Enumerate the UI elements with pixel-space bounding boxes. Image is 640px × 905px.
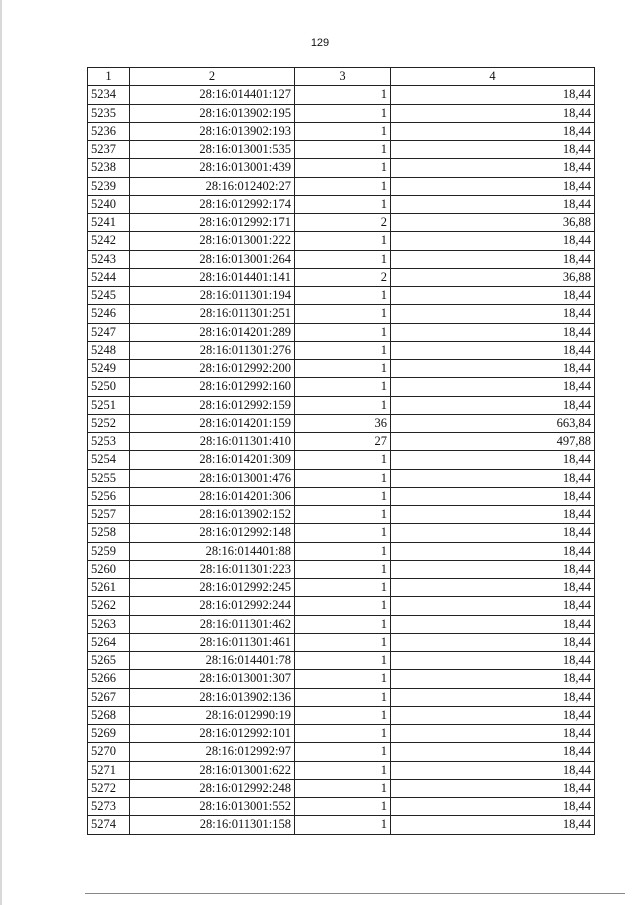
row-number-cell: 5244 bbox=[88, 268, 130, 286]
row-number-cell: 5265 bbox=[88, 652, 130, 670]
row-number-cell: 5238 bbox=[88, 159, 130, 177]
quantity-cell: 1 bbox=[295, 232, 391, 250]
amount-cell: 18,44 bbox=[391, 341, 595, 359]
cadastral-number-cell: 28:16:011301:158 bbox=[130, 816, 295, 834]
row-number-cell: 5259 bbox=[88, 542, 130, 560]
table-row bbox=[88, 725, 595, 743]
cadastral-number-cell: 28:16:012992:248 bbox=[130, 779, 295, 797]
table-row bbox=[88, 798, 595, 816]
cadastral-number-cell: 28:16:012992:97 bbox=[130, 743, 295, 761]
cadastral-number-cell: 28:16:012992:171 bbox=[130, 214, 295, 232]
amount-cell: 663,84 bbox=[391, 414, 595, 432]
quantity-cell: 36 bbox=[295, 414, 391, 432]
quantity-cell: 1 bbox=[295, 451, 391, 469]
row-number-cell: 5243 bbox=[88, 250, 130, 268]
amount-cell: 18,44 bbox=[391, 250, 595, 268]
table-body bbox=[88, 86, 595, 834]
header-row bbox=[88, 68, 595, 86]
cadastral-number-cell: 28:16:013001:622 bbox=[130, 761, 295, 779]
cadastral-number-cell: 28:16:014401:127 bbox=[130, 86, 295, 104]
row-number-cell: 5250 bbox=[88, 378, 130, 396]
table-row bbox=[88, 396, 595, 414]
table-row bbox=[88, 506, 595, 524]
row-number-cell: 5248 bbox=[88, 341, 130, 359]
amount-cell: 18,44 bbox=[391, 159, 595, 177]
table-row bbox=[88, 487, 595, 505]
quantity-cell: 1 bbox=[295, 688, 391, 706]
table-row bbox=[88, 433, 595, 451]
cadastral-number-cell: 28:16:013902:136 bbox=[130, 688, 295, 706]
quantity-cell: 1 bbox=[295, 341, 391, 359]
cadastral-number-cell: 28:16:011301:223 bbox=[130, 560, 295, 578]
table-row bbox=[88, 195, 595, 213]
table-row bbox=[88, 341, 595, 359]
table-row bbox=[88, 451, 595, 469]
amount-cell: 18,44 bbox=[391, 86, 595, 104]
cadastral-number-cell: 28:16:012992:160 bbox=[130, 378, 295, 396]
row-number-cell: 5271 bbox=[88, 761, 130, 779]
table-row bbox=[88, 524, 595, 542]
column-header-3: 3 bbox=[295, 68, 391, 86]
amount-cell: 18,44 bbox=[391, 195, 595, 213]
row-number-cell: 5240 bbox=[88, 195, 130, 213]
table-row bbox=[88, 743, 595, 761]
row-number-cell: 5266 bbox=[88, 670, 130, 688]
quantity-cell: 1 bbox=[295, 706, 391, 724]
cadastral-number-cell: 28:16:013001:307 bbox=[130, 670, 295, 688]
table-row bbox=[88, 323, 595, 341]
amount-cell: 18,44 bbox=[391, 761, 595, 779]
quantity-cell: 2 bbox=[295, 268, 391, 286]
table-row bbox=[88, 579, 595, 597]
quantity-cell: 1 bbox=[295, 360, 391, 378]
quantity-cell: 1 bbox=[295, 652, 391, 670]
row-number-cell: 5261 bbox=[88, 579, 130, 597]
amount-cell: 18,44 bbox=[391, 305, 595, 323]
row-number-cell: 5242 bbox=[88, 232, 130, 250]
cadastral-number-cell: 28:16:014201:289 bbox=[130, 323, 295, 341]
row-number-cell: 5236 bbox=[88, 122, 130, 140]
cadastral-number-cell: 28:16:012992:245 bbox=[130, 579, 295, 597]
row-number-cell: 5262 bbox=[88, 597, 130, 615]
quantity-cell: 1 bbox=[295, 487, 391, 505]
quantity-cell: 1 bbox=[295, 305, 391, 323]
quantity-cell: 1 bbox=[295, 396, 391, 414]
amount-cell: 18,44 bbox=[391, 798, 595, 816]
cadastral-number-cell: 28:16:013001:222 bbox=[130, 232, 295, 250]
row-number-cell: 5251 bbox=[88, 396, 130, 414]
cadastral-number-cell: 28:16:011301:461 bbox=[130, 633, 295, 651]
amount-cell: 18,44 bbox=[391, 141, 595, 159]
amount-cell: 18,44 bbox=[391, 560, 595, 578]
row-number-cell: 5245 bbox=[88, 287, 130, 305]
cadastral-number-cell: 28:16:012992:244 bbox=[130, 597, 295, 615]
table-row bbox=[88, 250, 595, 268]
row-number-cell: 5255 bbox=[88, 469, 130, 487]
table-row bbox=[88, 779, 595, 797]
amount-cell: 36,88 bbox=[391, 214, 595, 232]
table-row bbox=[88, 122, 595, 140]
table-row bbox=[88, 104, 595, 122]
row-number-cell: 5239 bbox=[88, 177, 130, 195]
amount-cell: 18,44 bbox=[391, 396, 595, 414]
cadastral-number-cell: 28:16:014201:306 bbox=[130, 487, 295, 505]
amount-cell: 18,44 bbox=[391, 706, 595, 724]
table-row bbox=[88, 816, 595, 834]
row-number-cell: 5256 bbox=[88, 487, 130, 505]
cadastral-number-cell: 28:16:013001:439 bbox=[130, 159, 295, 177]
row-number-cell: 5246 bbox=[88, 305, 130, 323]
cadastral-number-cell: 28:16:013001:535 bbox=[130, 141, 295, 159]
cadastral-number-cell: 28:16:014201:309 bbox=[130, 451, 295, 469]
quantity-cell: 1 bbox=[295, 287, 391, 305]
row-number-cell: 5274 bbox=[88, 816, 130, 834]
amount-cell: 18,44 bbox=[391, 104, 595, 122]
row-number-cell: 5249 bbox=[88, 360, 130, 378]
cadastral-number-cell: 28:16:012402:27 bbox=[130, 177, 295, 195]
row-number-cell: 5272 bbox=[88, 779, 130, 797]
quantity-cell: 1 bbox=[295, 761, 391, 779]
amount-cell: 18,44 bbox=[391, 360, 595, 378]
table-row bbox=[88, 597, 595, 615]
table-row bbox=[88, 761, 595, 779]
quantity-cell: 1 bbox=[295, 195, 391, 213]
cadastral-number-cell: 28:16:014401:88 bbox=[130, 542, 295, 560]
amount-cell: 18,44 bbox=[391, 287, 595, 305]
table-row bbox=[88, 159, 595, 177]
cadastral-number-cell: 28:16:012992:159 bbox=[130, 396, 295, 414]
quantity-cell: 1 bbox=[295, 177, 391, 195]
quantity-cell: 27 bbox=[295, 433, 391, 451]
quantity-cell: 1 bbox=[295, 506, 391, 524]
cadastral-number-cell: 28:16:013001:264 bbox=[130, 250, 295, 268]
row-number-cell: 5270 bbox=[88, 743, 130, 761]
row-number-cell: 5263 bbox=[88, 615, 130, 633]
amount-cell: 18,44 bbox=[391, 615, 595, 633]
bottom-rule bbox=[85, 893, 625, 894]
cadastral-number-cell: 28:16:014401:78 bbox=[130, 652, 295, 670]
table-row bbox=[88, 305, 595, 323]
cadastral-number-cell: 28:16:013902:193 bbox=[130, 122, 295, 140]
amount-cell: 18,44 bbox=[391, 451, 595, 469]
row-number-cell: 5254 bbox=[88, 451, 130, 469]
amount-cell: 18,44 bbox=[391, 816, 595, 834]
table-row bbox=[88, 141, 595, 159]
table-row bbox=[88, 214, 595, 232]
amount-cell: 18,44 bbox=[391, 487, 595, 505]
amount-cell: 18,44 bbox=[391, 378, 595, 396]
amount-cell: 18,44 bbox=[391, 688, 595, 706]
scan-left-edge bbox=[0, 0, 2, 905]
column-header-4: 4 bbox=[391, 68, 595, 86]
quantity-cell: 1 bbox=[295, 469, 391, 487]
table-row bbox=[88, 542, 595, 560]
row-number-cell: 5260 bbox=[88, 560, 130, 578]
register-table bbox=[87, 67, 595, 835]
amount-cell: 18,44 bbox=[391, 524, 595, 542]
quantity-cell: 1 bbox=[295, 779, 391, 797]
table-row bbox=[88, 414, 595, 432]
row-number-cell: 5269 bbox=[88, 725, 130, 743]
row-number-cell: 5268 bbox=[88, 706, 130, 724]
row-number-cell: 5273 bbox=[88, 798, 130, 816]
column-header-2: 2 bbox=[130, 68, 295, 86]
table-row bbox=[88, 615, 595, 633]
table-row bbox=[88, 232, 595, 250]
amount-cell: 18,44 bbox=[391, 779, 595, 797]
quantity-cell: 1 bbox=[295, 524, 391, 542]
quantity-cell: 2 bbox=[295, 214, 391, 232]
table-row bbox=[88, 469, 595, 487]
amount-cell: 497,88 bbox=[391, 433, 595, 451]
row-number-cell: 5235 bbox=[88, 104, 130, 122]
quantity-cell: 1 bbox=[295, 579, 391, 597]
cadastral-number-cell: 28:16:012992:148 bbox=[130, 524, 295, 542]
cadastral-number-cell: 28:16:013001:552 bbox=[130, 798, 295, 816]
cadastral-number-cell: 28:16:012992:200 bbox=[130, 360, 295, 378]
amount-cell: 18,44 bbox=[391, 597, 595, 615]
quantity-cell: 1 bbox=[295, 250, 391, 268]
cadastral-number-cell: 28:16:012992:101 bbox=[130, 725, 295, 743]
row-number-cell: 5264 bbox=[88, 633, 130, 651]
cadastral-number-cell: 28:16:013902:195 bbox=[130, 104, 295, 122]
quantity-cell: 1 bbox=[295, 141, 391, 159]
table-row bbox=[88, 378, 595, 396]
row-number-cell: 5247 bbox=[88, 323, 130, 341]
quantity-cell: 1 bbox=[295, 86, 391, 104]
amount-cell: 18,44 bbox=[391, 670, 595, 688]
table-row bbox=[88, 560, 595, 578]
amount-cell: 18,44 bbox=[391, 122, 595, 140]
table-row bbox=[88, 706, 595, 724]
amount-cell: 18,44 bbox=[391, 506, 595, 524]
table-row bbox=[88, 177, 595, 195]
amount-cell: 18,44 bbox=[391, 177, 595, 195]
table-row bbox=[88, 268, 595, 286]
quantity-cell: 1 bbox=[295, 122, 391, 140]
quantity-cell: 1 bbox=[295, 159, 391, 177]
table-row bbox=[88, 652, 595, 670]
quantity-cell: 1 bbox=[295, 743, 391, 761]
table-header bbox=[88, 68, 595, 86]
cadastral-number-cell: 28:16:014201:159 bbox=[130, 414, 295, 432]
cadastral-number-cell: 28:16:013902:152 bbox=[130, 506, 295, 524]
quantity-cell: 1 bbox=[295, 670, 391, 688]
amount-cell: 18,44 bbox=[391, 652, 595, 670]
quantity-cell: 1 bbox=[295, 725, 391, 743]
amount-cell: 18,44 bbox=[391, 725, 595, 743]
cadastral-number-cell: 28:16:013001:476 bbox=[130, 469, 295, 487]
row-number-cell: 5252 bbox=[88, 414, 130, 432]
row-number-cell: 5234 bbox=[88, 86, 130, 104]
row-number-cell: 5237 bbox=[88, 141, 130, 159]
quantity-cell: 1 bbox=[295, 798, 391, 816]
quantity-cell: 1 bbox=[295, 633, 391, 651]
amount-cell: 18,44 bbox=[391, 323, 595, 341]
row-number-cell: 5258 bbox=[88, 524, 130, 542]
row-number-cell: 5267 bbox=[88, 688, 130, 706]
quantity-cell: 1 bbox=[295, 542, 391, 560]
row-number-cell: 5241 bbox=[88, 214, 130, 232]
table-row bbox=[88, 287, 595, 305]
amount-cell: 18,44 bbox=[391, 579, 595, 597]
table-row bbox=[88, 670, 595, 688]
cadastral-number-cell: 28:16:012992:174 bbox=[130, 195, 295, 213]
cadastral-number-cell: 28:16:011301:194 bbox=[130, 287, 295, 305]
row-number-cell: 5257 bbox=[88, 506, 130, 524]
row-number-cell: 5253 bbox=[88, 433, 130, 451]
quantity-cell: 1 bbox=[295, 560, 391, 578]
table-row bbox=[88, 633, 595, 651]
amount-cell: 18,44 bbox=[391, 743, 595, 761]
amount-cell: 18,44 bbox=[391, 232, 595, 250]
amount-cell: 18,44 bbox=[391, 469, 595, 487]
cadastral-number-cell: 28:16:011301:462 bbox=[130, 615, 295, 633]
quantity-cell: 1 bbox=[295, 597, 391, 615]
cadastral-number-cell: 28:16:014401:141 bbox=[130, 268, 295, 286]
quantity-cell: 1 bbox=[295, 615, 391, 633]
table-row bbox=[88, 688, 595, 706]
cadastral-number-cell: 28:16:011301:251 bbox=[130, 305, 295, 323]
table-row bbox=[88, 86, 595, 104]
amount-cell: 36,88 bbox=[391, 268, 595, 286]
amount-cell: 18,44 bbox=[391, 542, 595, 560]
quantity-cell: 1 bbox=[295, 104, 391, 122]
quantity-cell: 1 bbox=[295, 323, 391, 341]
cadastral-number-cell: 28:16:012990:19 bbox=[130, 706, 295, 724]
quantity-cell: 1 bbox=[295, 378, 391, 396]
table-row bbox=[88, 360, 595, 378]
amount-cell: 18,44 bbox=[391, 633, 595, 651]
quantity-cell: 1 bbox=[295, 816, 391, 834]
cadastral-number-cell: 28:16:011301:276 bbox=[130, 341, 295, 359]
page-number: 129 bbox=[310, 37, 330, 49]
column-header-1: 1 bbox=[88, 68, 130, 86]
cadastral-number-cell: 28:16:011301:410 bbox=[130, 433, 295, 451]
